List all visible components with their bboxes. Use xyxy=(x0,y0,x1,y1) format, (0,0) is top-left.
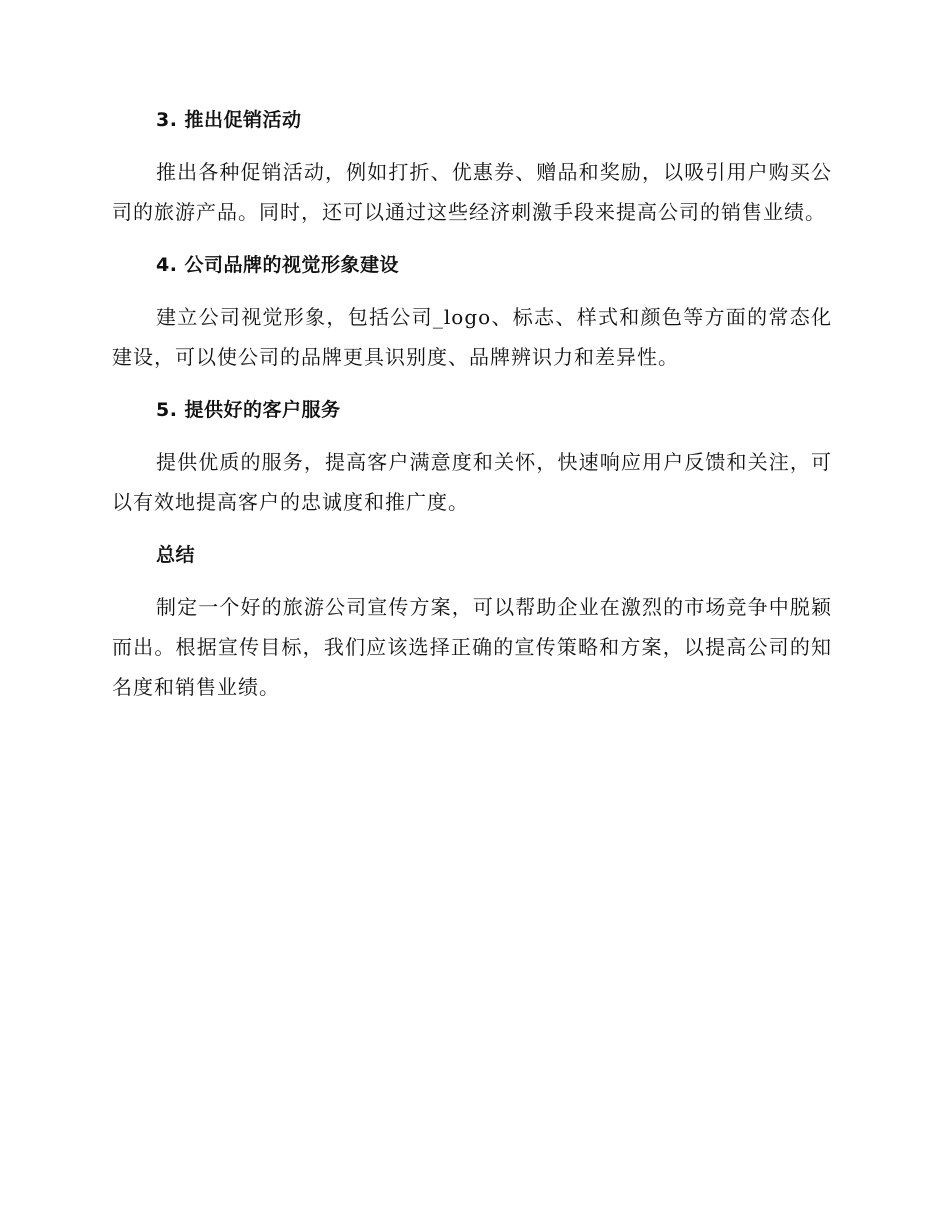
section-heading-customer-service: 5. 提供好的客户服务 xyxy=(156,399,341,421)
section-heading-brand-visual: 4. 公司品牌的视觉形象建设 xyxy=(156,254,400,276)
section-heading-summary: 总结 xyxy=(156,544,196,566)
section-body-customer-service: 提供优质的服务，提高客户满意度和关怀，快速响应用户反馈和关注，可以有效地提高客户的忠诚度和推广度。 xyxy=(112,450,832,514)
section-body-summary: 制定一个好的旅游公司宣传方案，可以帮助企业在激烈的市场竞争中脱颖而出。根据宣传目标，我们应该选择正确的宣传策略和方案，以提高公司的知名度和销售业绩。 xyxy=(112,595,832,699)
section-heading-promotions: 3. 推出促销活动 xyxy=(156,109,302,131)
section-body-brand-visual: 建立公司视觉形象，包括公司_logo、标志、样式和颜色等方面的常态化建设，可以使公司的品牌更具识别度、品牌辨识力和差异性。 xyxy=(112,305,832,369)
section-body-promotions: 推出各种促销活动，例如打折、优惠券、赠品和奖励，以吸引用户购买公司的旅游产品。同时，还可以通过这些经济刺激手段来提高公司的销售业绩。 xyxy=(112,160,832,224)
document-content xyxy=(112,106,832,726)
